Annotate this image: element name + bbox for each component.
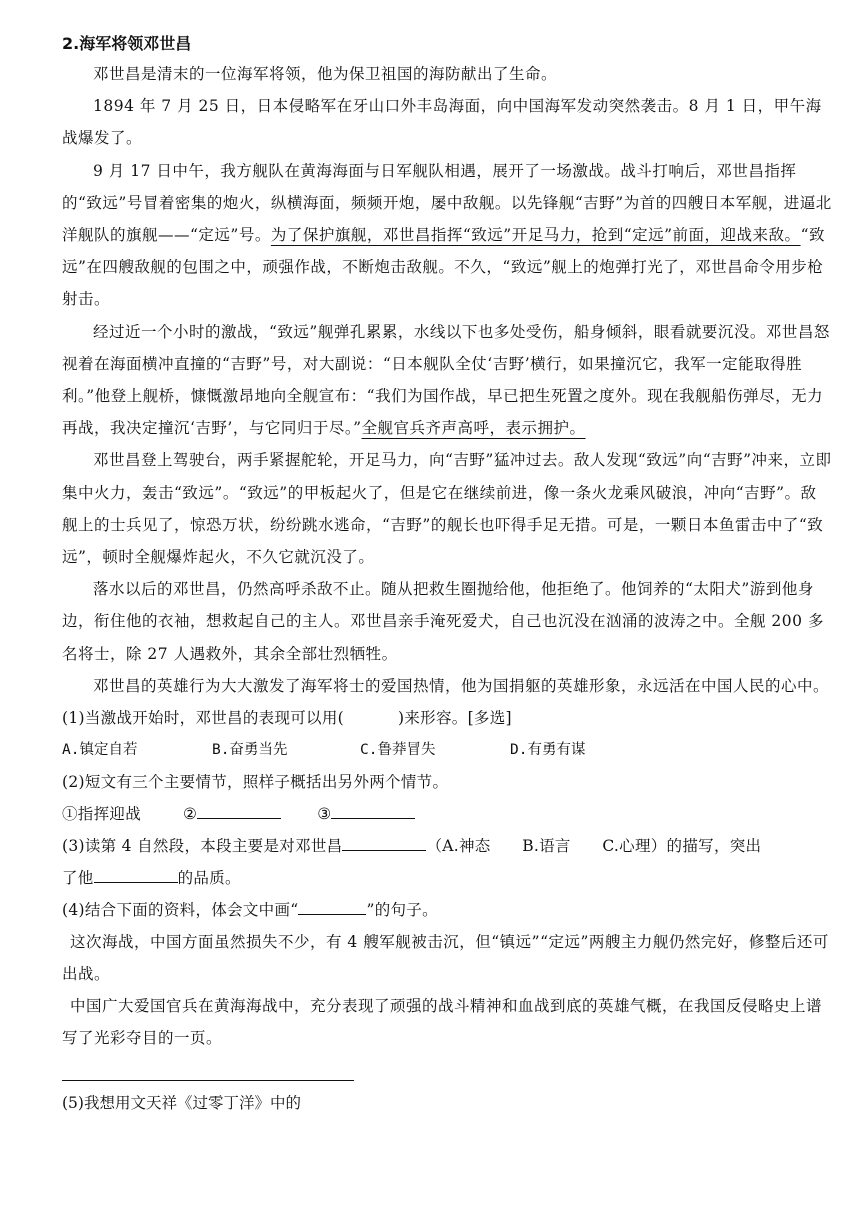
question-4-text-before: (4)结合下面的资料，体会文中画“ (62, 901, 299, 920)
plot-item-2-label: ② (183, 805, 198, 824)
question-4-text-after: ”的句子。 (366, 901, 438, 920)
option-c[interactable]: C.鲁莽冒失 (360, 742, 436, 759)
question-1 (62, 702, 832, 734)
underlined-sentence-2: 全舰官兵齐声高呼，表示拥护。 (361, 419, 586, 438)
question-3-line-2 (62, 862, 832, 894)
paragraph-4-text: 经过近一个小时的激战，“致远”舰弹孔累累，水线以下也多处受伤，船身倾斜，眼看就要沉没。邓世昌怒视着在海面横冲直撞的“吉野”号，对大副说：“日本舰队全仗‘吉野’横行，如果撞沉它，我军一定能取得胜利。”他登上舰桥，慷慨激昂地向全舰宣布：“我们为国作战，早已把生死置之度外。现在我舰船伤弹尽，无力再战，我决定撞沉‘吉野’，与它同归于尽。” (62, 322, 830, 438)
option-b[interactable]: B.奋勇当先 (212, 742, 288, 759)
paragraph-5: 邓世昌登上驾驶台，两手紧握舵轮，开足马力，向“吉野”猛冲过去。敌人发现“致远”向“吉野”冲来，立即集中火力，轰击“致远”。“致远”的甲板起火了，但是它在继续前进，像一条火龙乘风破浪，冲向“吉野”。敌舰上的士兵见了，惊恐万状，纷纷跳水逃命，“吉野”的舰长也吓得手足无措。可是，一颗日本鱼雷击中了“致远”，顿时全舰爆炸起火，不久它就沉没了。 (62, 451, 832, 567)
option-d[interactable]: D.有勇有谋 (510, 742, 586, 759)
document-page (62, 30, 832, 1119)
paragraph-4 (62, 316, 832, 445)
question-4-blank (298, 899, 366, 916)
paragraph-3-text-a: 9 月 17 日中午，我方舰队在黄海海面与日军舰队相遇，展开了一场激战。战斗打响后，邓世昌指挥的“致远”号冒着密集的炮火，纵横海面，频频开炮，屡中敌舰。以先锋舰“吉野”为首的四艘日本军舰，进逼北洋舰队的旗舰——“定远”号。 (62, 161, 832, 245)
question-3-line2-before: 了他 (62, 869, 94, 888)
question-3-blank-1[interactable] (342, 835, 426, 852)
paragraph-7: 邓世昌的英雄行为大大激发了海军将士的爱国热情，他为国捐躯的英雄形象，永远活在中国人民的心中。 (93, 676, 830, 695)
question-1-options (62, 734, 832, 766)
question-3-line2-after: 的品质。 (177, 869, 241, 888)
paragraph-3 (62, 155, 832, 316)
material-2: 中国广大爱国官兵在黄海海战中，充分表现了顽强的战斗精神和血战到底的英雄气概，在我国反侵略史上谱写了光彩夺目的一页。 (62, 997, 823, 1048)
paragraph-2: 1894 年 7 月 25 日，日本侵略军在牙山口外丰岛海面，向中国海军发动突然袭击。8 月 1 日，甲午海战爆发了。 (62, 97, 822, 148)
question-2-items (62, 798, 832, 830)
question-1-text-before: (1)当激战开始时，邓世昌的表现可以用( (62, 709, 345, 728)
paragraph-3-text-b: “致远”在四艘敌舰的包围之中，顽强作战，不断炮击敌舰。不久，“致远”舰上的炮弹打光了，邓世昌命令用步枪射击。 (62, 226, 825, 309)
question-2: (2)短文有三个主要情节，照样子概括出另外两个情节。 (62, 773, 449, 792)
plot-item-1: ①指挥迎战 (62, 805, 142, 824)
question-3-choices: （A.神态 B.语言 C.心理）的描写，突出 (426, 837, 762, 856)
question-3-blank-2[interactable] (94, 867, 178, 884)
plot-item-2-blank[interactable] (197, 803, 281, 820)
plot-item-3-label: ③ (317, 805, 332, 824)
article-title: 2.海军将领邓世昌 (62, 34, 192, 53)
question-1-text-after: )来形容。[多选] (398, 709, 512, 728)
option-a[interactable]: A.镇定自若 (62, 742, 138, 759)
material-1: 这次海战，中国方面虽然损失不少，有 4 艘军舰被击沉，但“镇远”“定远”两艘主力舰仍然完好，修整后还可出战。 (62, 933, 829, 984)
paragraph-6: 落水以后的邓世昌，仍然高呼杀敌不止。随从把救生圈抛给他，他拒绝了。他饲养的“太阳犬”游到他身边，衔住他的衣袖，想救起自己的主人。邓世昌亲手淹死爱犬，自己也沉没在汹涌的波涛之中。全舰 200 多名将士，除 27 人遇救外，其余全部壮烈牺牲。 (62, 580, 824, 663)
underlined-sentence-1: 为了保护旗舰，邓世昌指挥“致远”开足马力，抢到“定远”前面，迎战来敌。 (270, 226, 801, 245)
question-3 (62, 830, 832, 862)
divider-line (62, 1080, 354, 1081)
plot-item-3-blank[interactable] (331, 803, 415, 820)
paragraph-1: 邓世昌是清末的一位海军将领，他为保卫祖国的海防献出了生命。 (93, 65, 558, 83)
question-3-text-before: (3)读第 4 自然段，本段主要是对邓世昌 (62, 837, 343, 856)
question-4 (62, 894, 832, 926)
question-5: (5)我想用文天祥《过零丁洋》中的 (62, 1094, 301, 1113)
